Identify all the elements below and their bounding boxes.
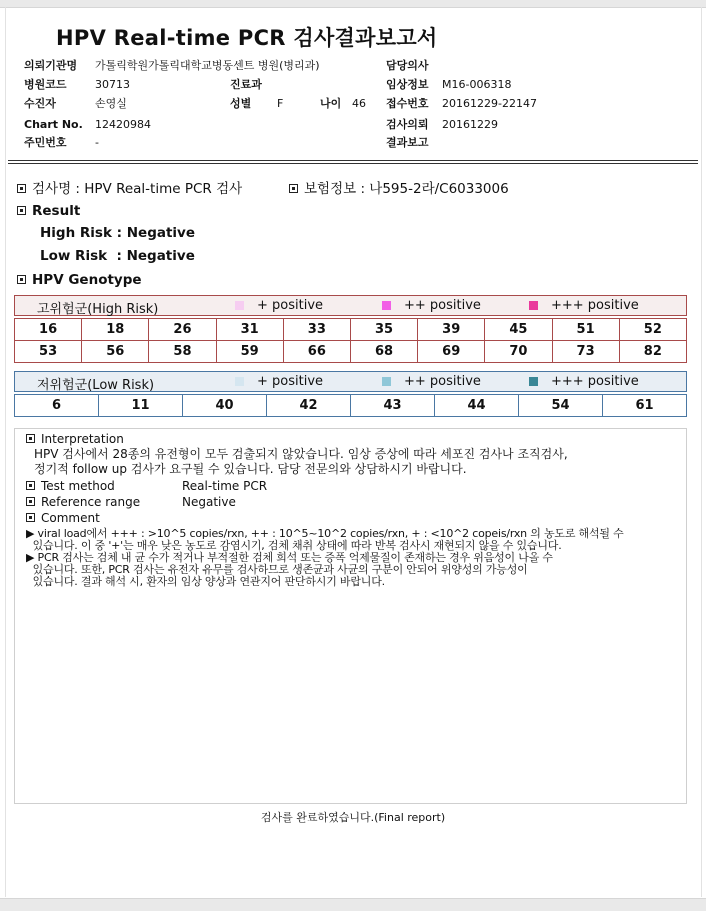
bullet-square-icon xyxy=(26,434,35,443)
field-sex: 성별 xyxy=(230,97,252,110)
legend-plus-positive: + positive xyxy=(257,374,324,389)
field-result-report: 결과보고 xyxy=(386,136,429,149)
high-risk-legend-bar xyxy=(14,295,687,316)
header-separator-1 xyxy=(8,160,698,161)
field-age: 나이 xyxy=(320,97,342,110)
field-institution: 의뢰기관명 xyxy=(24,59,78,72)
interpretation-heading: Interpretation xyxy=(26,432,124,446)
low-risk-genotype-table xyxy=(14,394,687,417)
header-separator-2 xyxy=(8,163,698,164)
genotype-cell: 56 xyxy=(82,341,149,363)
genotype-cell: 45 xyxy=(485,319,552,341)
field-hospital-code: 병원코드 xyxy=(24,78,67,91)
genotype-heading: HPV Genotype xyxy=(17,271,142,289)
low-risk-legend-bar xyxy=(14,371,687,392)
genotype-cell: 54 xyxy=(519,395,603,417)
comment-heading: Comment xyxy=(26,511,100,525)
field-resident-no-value: - xyxy=(95,136,99,149)
genotype-cell: 58 xyxy=(149,341,216,363)
field-physician: 담당의사 xyxy=(386,59,429,72)
final-report-note: 검사를 완료하였습니다.(Final report) xyxy=(260,811,446,824)
table-row xyxy=(15,319,687,341)
plus3-positive-swatch xyxy=(529,377,538,386)
genotype-cell: 11 xyxy=(99,395,183,417)
reference-range-label: Reference range xyxy=(26,495,140,509)
genotype-cell: 82 xyxy=(619,341,686,363)
genotype-cell: 40 xyxy=(183,395,267,417)
field-resident-no: 주민번호 xyxy=(24,136,67,149)
field-receipt-no: 접수번호 xyxy=(386,97,429,110)
genotype-cell: 69 xyxy=(418,341,485,363)
legend-plus3-positive: +++ positive xyxy=(551,298,639,313)
field-receipt-no-value: 20161229-22147 xyxy=(442,97,537,110)
low-risk-result: Low Risk : Negative xyxy=(40,248,195,264)
genotype-cell: 6 xyxy=(15,395,99,417)
result-heading: Result xyxy=(17,202,80,220)
genotype-cell: 53 xyxy=(15,341,82,363)
field-hospital-code-value: 30713 xyxy=(95,78,130,91)
genotype-cell: 16 xyxy=(15,319,82,341)
legend-plus3-positive: +++ positive xyxy=(551,374,639,389)
field-request-date-value: 20161229 xyxy=(442,118,498,131)
genotype-cell: 59 xyxy=(216,341,283,363)
interpretation-line-1: HPV 검사에서 28종의 유전형이 모두 검출되지 않았습니다. 임상 증상에 따라 세포진 검사나 조직검사, xyxy=(34,447,568,461)
genotype-cell: 66 xyxy=(283,341,350,363)
table-row xyxy=(15,341,687,363)
plus2-positive-swatch xyxy=(382,377,391,386)
field-institution-value: 가톨릭학원가톨릭대학교병동센트 병원(병리과) xyxy=(95,59,320,72)
comment-line-3: ▶ PCR 검사는 검체 내 균 수가 적거나 부적절한 검체 희석 또는 증폭 억제물질이 존재하는 경우 위음성이 나올 수 xyxy=(26,551,553,564)
field-clinical-info: 임상정보 xyxy=(386,78,429,91)
legend-plus2-positive: ++ positive xyxy=(404,374,481,389)
field-department: 진료과 xyxy=(230,78,262,91)
plus3-positive-swatch xyxy=(529,301,538,310)
genotype-cell: 70 xyxy=(485,341,552,363)
field-clinical-info-value: M16-006318 xyxy=(442,78,512,91)
bullet-square-icon xyxy=(26,481,35,490)
genotype-cell: 44 xyxy=(435,395,519,417)
legend-plus-positive: + positive xyxy=(257,298,324,313)
insurance-info: 보험정보 : 나595-2라/C6033006 xyxy=(289,180,509,198)
bullet-square-icon xyxy=(289,184,298,193)
genotype-cell: 51 xyxy=(552,319,619,341)
field-age-value: 46 xyxy=(352,97,366,110)
genotype-cell: 33 xyxy=(283,319,350,341)
comment-line-4: 있습니다. 또한, PCR 검사는 유전자 유무를 검사하므로 생존균과 사균의 구분이 안되어 위양성의 가능성이 xyxy=(26,563,528,576)
bullet-square-icon xyxy=(17,206,26,215)
test-method-label: Test method xyxy=(26,479,115,493)
genotype-cell: 68 xyxy=(350,341,417,363)
field-chart-no: Chart No. xyxy=(24,118,83,131)
field-patient: 수진자 xyxy=(24,97,56,110)
bullet-square-icon xyxy=(26,497,35,506)
legend-plus2-positive: ++ positive xyxy=(404,298,481,313)
bullet-square-icon xyxy=(17,184,26,193)
genotype-cell: 39 xyxy=(418,319,485,341)
report-title: HPV Real-time PCR 검사결과보고서 xyxy=(56,26,438,50)
field-chart-no-value: 12420984 xyxy=(95,118,151,131)
table-row xyxy=(15,395,687,417)
high-risk-label: 고위험군(High Risk) xyxy=(37,302,159,317)
test-name: 검사명 : HPV Real-time PCR 검사 xyxy=(17,180,242,198)
plus-positive-swatch xyxy=(235,301,244,310)
comment-line-1: ▶ viral load에서 +++ : >10^5 copies/rxn, ++ : 10^5~10^2 copies/rxn, + : <10^2 copeis/rxn 의 농도로 해석될 수 xyxy=(26,527,624,540)
field-patient-value: 손영실 xyxy=(95,97,127,110)
low-risk-label: 저위험군(Low Risk) xyxy=(37,378,155,393)
genotype-cell: 35 xyxy=(350,319,417,341)
comment-line-5: 있습니다. 결과 해석 시, 환자의 임상 양상과 연관지어 판단하시기 바랍니다. xyxy=(26,575,385,588)
window-bottom-bar xyxy=(0,898,706,911)
high-risk-result: High Risk : Negative xyxy=(40,225,195,241)
bullet-square-icon xyxy=(17,275,26,284)
genotype-cell: 42 xyxy=(267,395,351,417)
plus-positive-swatch xyxy=(235,377,244,386)
high-risk-genotype-table xyxy=(14,318,687,363)
field-request-date: 검사의뢰 xyxy=(386,118,429,131)
comment-line-2: 있습니다. 이 중 '+'는 매우 낮은 농도로 감염시기, 검체 채취 상태에 따라 반복 검사시 재현되지 않을 수 있습니다. xyxy=(26,539,562,552)
genotype-cell: 26 xyxy=(149,319,216,341)
plus2-positive-swatch xyxy=(382,301,391,310)
genotype-cell: 61 xyxy=(603,395,687,417)
genotype-cell: 52 xyxy=(619,319,686,341)
field-sex-value: F xyxy=(277,97,284,110)
test-method-value: Real-time PCR xyxy=(182,479,268,493)
genotype-cell: 73 xyxy=(552,341,619,363)
interpretation-line-2: 정기적 follow up 검사가 요구될 수 있습니다. 담당 전문의와 상담하시기 바랍니다. xyxy=(34,462,467,476)
genotype-cell: 31 xyxy=(216,319,283,341)
genotype-cell: 43 xyxy=(351,395,435,417)
reference-range-value: Negative xyxy=(182,495,236,509)
bullet-square-icon xyxy=(26,513,35,522)
genotype-cell: 18 xyxy=(82,319,149,341)
